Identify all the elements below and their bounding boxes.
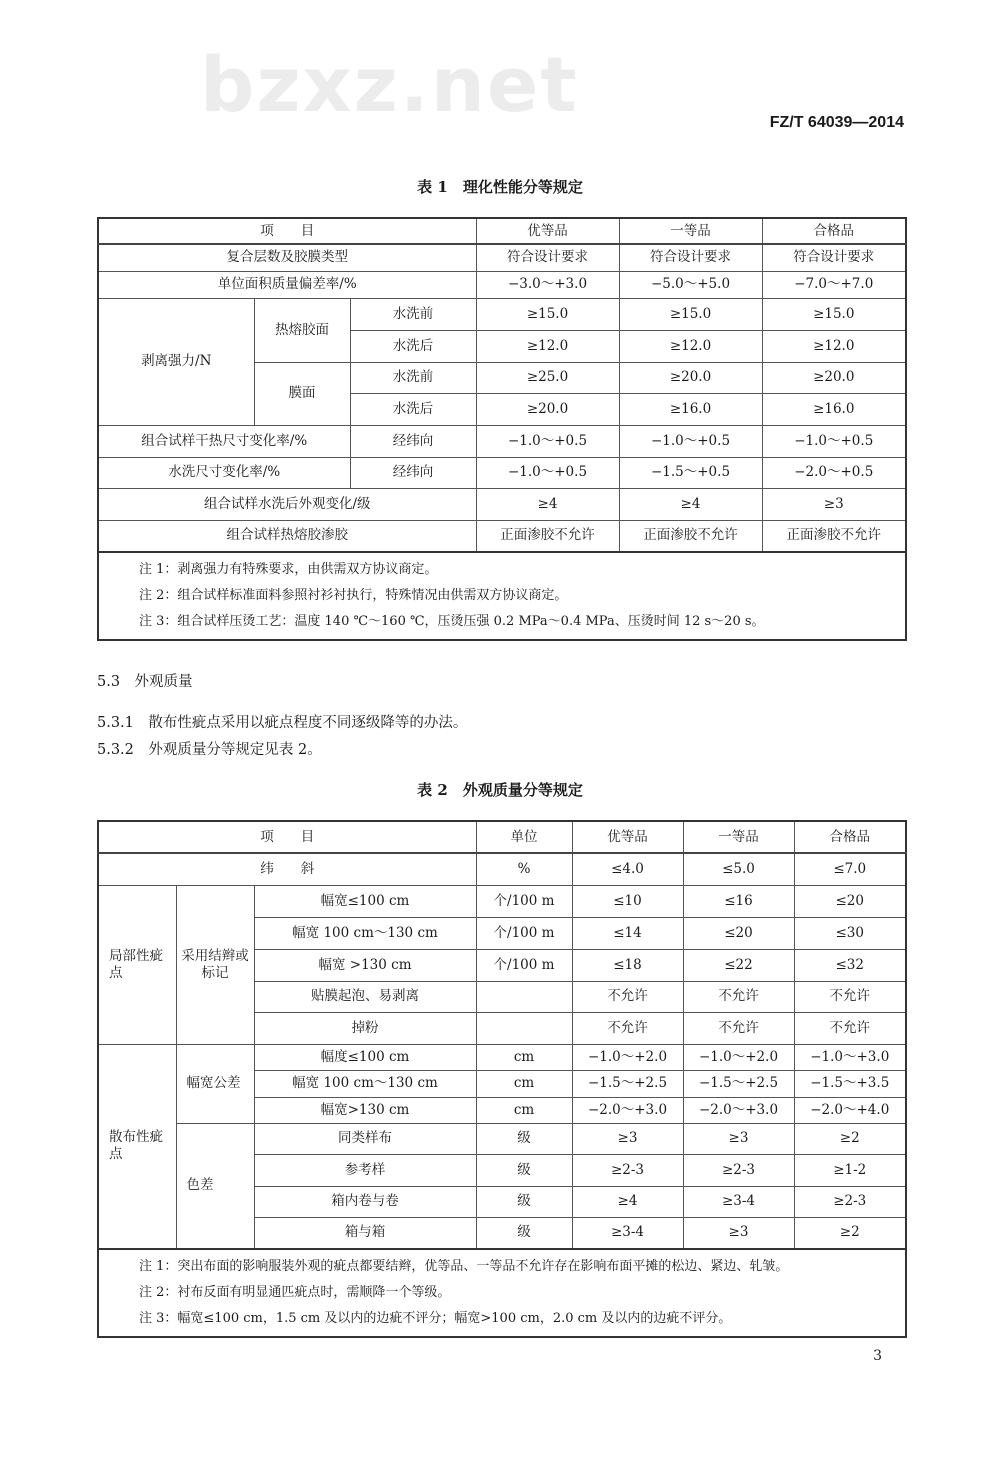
note-3: 注 3：幅宽≤100 cm，1.5 cm 及以内的边疵不评分；幅宽>100 cm，2.0 cm 及以内的边疵不评分。	[139, 1311, 732, 1326]
page-number: 3	[873, 1348, 882, 1364]
notes-cell	[98, 552, 906, 640]
unit: 个/100 m	[476, 885, 572, 917]
header-grade-2: 一等品	[683, 821, 794, 853]
row-label: 单位面积质量偏差率/%	[98, 271, 476, 298]
notes-cell	[98, 1249, 906, 1337]
row-sub: 幅宽 >130 cm	[254, 949, 476, 981]
cell: ≤20	[683, 917, 794, 949]
table-header-row	[98, 218, 906, 244]
table-row	[98, 488, 906, 520]
unit	[476, 981, 572, 1012]
cell: 不允许	[794, 981, 906, 1012]
cell: −1.0～+0.5	[762, 425, 906, 457]
header-grade-1: 优等品	[572, 821, 683, 853]
unit: cm	[476, 1070, 572, 1097]
cell: ≥3-4	[683, 1186, 794, 1217]
table-notes	[98, 552, 906, 640]
cell: ≤32	[794, 949, 906, 981]
cell: −1.5～+2.5	[572, 1070, 683, 1097]
note-1: 注 1：剥离强力有特殊要求，由供需双方协议商定。	[139, 562, 438, 577]
cell: ≥4	[619, 488, 762, 520]
cell: ≥20.0	[762, 362, 906, 393]
cell: ≥16.0	[762, 393, 906, 425]
row-label: 剥离强力/N	[98, 298, 254, 425]
table-row	[98, 244, 906, 271]
cell: 不允许	[683, 1012, 794, 1044]
row-sub: 水洗后	[350, 330, 476, 362]
cell: ≥16.0	[619, 393, 762, 425]
cell: ≥3	[683, 1123, 794, 1154]
table-row	[98, 1123, 906, 1154]
cell: 不允许	[572, 1012, 683, 1044]
table-2	[97, 820, 907, 1338]
header-grade-2: 一等品	[619, 218, 762, 244]
cell: ≥3-4	[572, 1217, 683, 1249]
unit: cm	[476, 1044, 572, 1070]
watermark: bzxz.net	[200, 40, 579, 129]
cell: ≥3	[683, 1217, 794, 1249]
cell: −1.0～+0.5	[476, 425, 619, 457]
unit: 级	[476, 1217, 572, 1249]
row-sub: 水洗前	[350, 362, 476, 393]
section-heading: 5.3 外观质量	[97, 674, 193, 690]
row-sub: 箱与箱	[254, 1217, 476, 1249]
table-1-title: 表 1 理化性能分等规定	[417, 178, 583, 196]
table-row	[98, 298, 906, 330]
cell: ≤20	[794, 885, 906, 917]
cell: ≤14	[572, 917, 683, 949]
cell: 不允许	[572, 981, 683, 1012]
row-sub: 经纬向	[350, 425, 476, 457]
cell: ≥25.0	[476, 362, 619, 393]
cell: 正面渗胶不允许	[619, 520, 762, 552]
note-1: 注 1：突出布面的影响服装外观的疵点都要结辫，优等品、一等品不允许存在影响布面平摊的松边、紧边、轧皱。	[139, 1259, 789, 1274]
cell: 符合设计要求	[476, 244, 619, 271]
row-label: 纬 斜	[98, 853, 476, 885]
header-item: 项 目	[98, 218, 476, 244]
row-label: 组合试样水洗后外观变化/级	[98, 488, 476, 520]
paragraph-5-3-2: 5.3.2 外观质量分等规定见表 2。	[97, 742, 322, 758]
cell: ≥12.0	[619, 330, 762, 362]
cell: −2.0～+0.5	[762, 457, 906, 488]
unit: 个/100 m	[476, 917, 572, 949]
cell: ≤7.0	[794, 853, 906, 885]
cell: ≥12.0	[476, 330, 619, 362]
row-label: 复合层数及胶膜类型	[98, 244, 476, 271]
row-sub: 幅度≤100 cm	[254, 1044, 476, 1070]
cell: 不允许	[794, 1012, 906, 1044]
note-2: 注 2：衬布反面有明显通匹疵点时，需顺降一个等级。	[139, 1285, 451, 1300]
row-sub: 经纬向	[350, 457, 476, 488]
cell: ≥2-3	[572, 1154, 683, 1186]
cell: ≥20.0	[476, 393, 619, 425]
row-label: 水洗尺寸变化率/%	[98, 457, 350, 488]
header-grade-3: 合格品	[794, 821, 906, 853]
table-row	[98, 457, 906, 488]
cell: ≥15.0	[619, 298, 762, 330]
unit: %	[476, 853, 572, 885]
cell: ≤16	[683, 885, 794, 917]
standard-number: FZ/T 64039—2014	[769, 114, 904, 131]
row-sub: 参考样	[254, 1154, 476, 1186]
row-sub: 水洗后	[350, 393, 476, 425]
row-group: 膜面	[254, 362, 350, 425]
row-sub: 同类样布	[254, 1123, 476, 1154]
row-group: 热熔胶面	[254, 298, 350, 362]
cell: ≥3	[572, 1123, 683, 1154]
cell: ≤30	[794, 917, 906, 949]
cell: ≥2-3	[794, 1186, 906, 1217]
cell: −2.0～+3.0	[572, 1097, 683, 1123]
row-group: 采用结辫或标记	[176, 885, 254, 1044]
unit: cm	[476, 1097, 572, 1123]
cell: −3.0～+3.0	[476, 271, 619, 298]
unit	[476, 1012, 572, 1044]
cell: −1.5～+2.5	[683, 1070, 794, 1097]
cell: −1.5～+0.5	[619, 457, 762, 488]
cell: −1.0～+0.5	[476, 457, 619, 488]
table-row	[98, 885, 906, 917]
table-row	[98, 425, 906, 457]
row-category: 散布性疵点	[98, 1044, 176, 1249]
cell: ≥2	[794, 1217, 906, 1249]
table-row	[98, 520, 906, 552]
cell: ≥15.0	[476, 298, 619, 330]
cell: ≤10	[572, 885, 683, 917]
cell: ≥2	[794, 1123, 906, 1154]
cell: 正面渗胶不允许	[476, 520, 619, 552]
cell: ≥4	[476, 488, 619, 520]
cell: −1.5～+3.5	[794, 1070, 906, 1097]
row-category: 局部性疵点	[98, 885, 176, 1044]
cell: −1.0～+2.0	[572, 1044, 683, 1070]
table-row	[98, 1044, 906, 1070]
cell: ≥12.0	[762, 330, 906, 362]
row-label: 组合试样干热尺寸变化率/%	[98, 425, 350, 457]
cell: ≥1-2	[794, 1154, 906, 1186]
row-sub: 幅宽>130 cm	[254, 1097, 476, 1123]
cell: −1.0～+0.5	[619, 425, 762, 457]
cell: ≤5.0	[683, 853, 794, 885]
cell: −5.0～+5.0	[619, 271, 762, 298]
cell: −2.0～+3.0	[683, 1097, 794, 1123]
unit: 级	[476, 1123, 572, 1154]
unit: 级	[476, 1186, 572, 1217]
row-group: 色差	[176, 1123, 254, 1249]
cell: ≤22	[683, 949, 794, 981]
header-grade-3: 合格品	[762, 218, 906, 244]
note-3: 注 3：组合试样压烫工艺：温度 140 ℃～160 ℃，压烫压强 0.2 MPa～0.4 MPa、压烫时间 12 s～20 s。	[139, 614, 765, 629]
cell: ≥2-3	[683, 1154, 794, 1186]
cell: 符合设计要求	[619, 244, 762, 271]
unit: 级	[476, 1154, 572, 1186]
row-sub: 箱内卷与卷	[254, 1186, 476, 1217]
note-2: 注 2：组合试样标准面料参照衬衫衬执行，特殊情况由供需双方协议商定。	[139, 588, 568, 603]
table-2-title: 表 2 外观质量分等规定	[417, 781, 583, 799]
cell: −7.0～+7.0	[762, 271, 906, 298]
cell: ≥4	[572, 1186, 683, 1217]
table-notes	[98, 1249, 906, 1337]
cell: ≥15.0	[762, 298, 906, 330]
table-row	[98, 271, 906, 298]
cell: ≥20.0	[619, 362, 762, 393]
row-sub: 幅宽≤100 cm	[254, 885, 476, 917]
row-sub: 贴膜起泡、易剥离	[254, 981, 476, 1012]
cell: ≥3	[762, 488, 906, 520]
row-group: 幅宽公差	[176, 1044, 254, 1123]
cell: 符合设计要求	[762, 244, 906, 271]
header-unit: 单位	[476, 821, 572, 853]
cell: −1.0～+3.0	[794, 1044, 906, 1070]
cell: −1.0～+2.0	[683, 1044, 794, 1070]
cell: ≤4.0	[572, 853, 683, 885]
cell: 正面渗胶不允许	[762, 520, 906, 552]
header-grade-1: 优等品	[476, 218, 619, 244]
paragraph-5-3-1: 5.3.1 散布性疵点采用以疵点程度不同逐级降等的办法。	[97, 715, 468, 731]
table-header-row	[98, 821, 906, 853]
row-sub: 掉粉	[254, 1012, 476, 1044]
row-label: 组合试样热熔胶渗胶	[98, 520, 476, 552]
table-1	[97, 217, 907, 641]
table-row	[98, 853, 906, 885]
row-sub: 幅宽 100 cm～130 cm	[254, 917, 476, 949]
cell: ≤18	[572, 949, 683, 981]
unit: 个/100 m	[476, 949, 572, 981]
header-item: 项 目	[98, 821, 476, 853]
cell: 不允许	[683, 981, 794, 1012]
cell: −2.0～+4.0	[794, 1097, 906, 1123]
row-sub: 水洗前	[350, 298, 476, 330]
row-sub: 幅宽 100 cm～130 cm	[254, 1070, 476, 1097]
